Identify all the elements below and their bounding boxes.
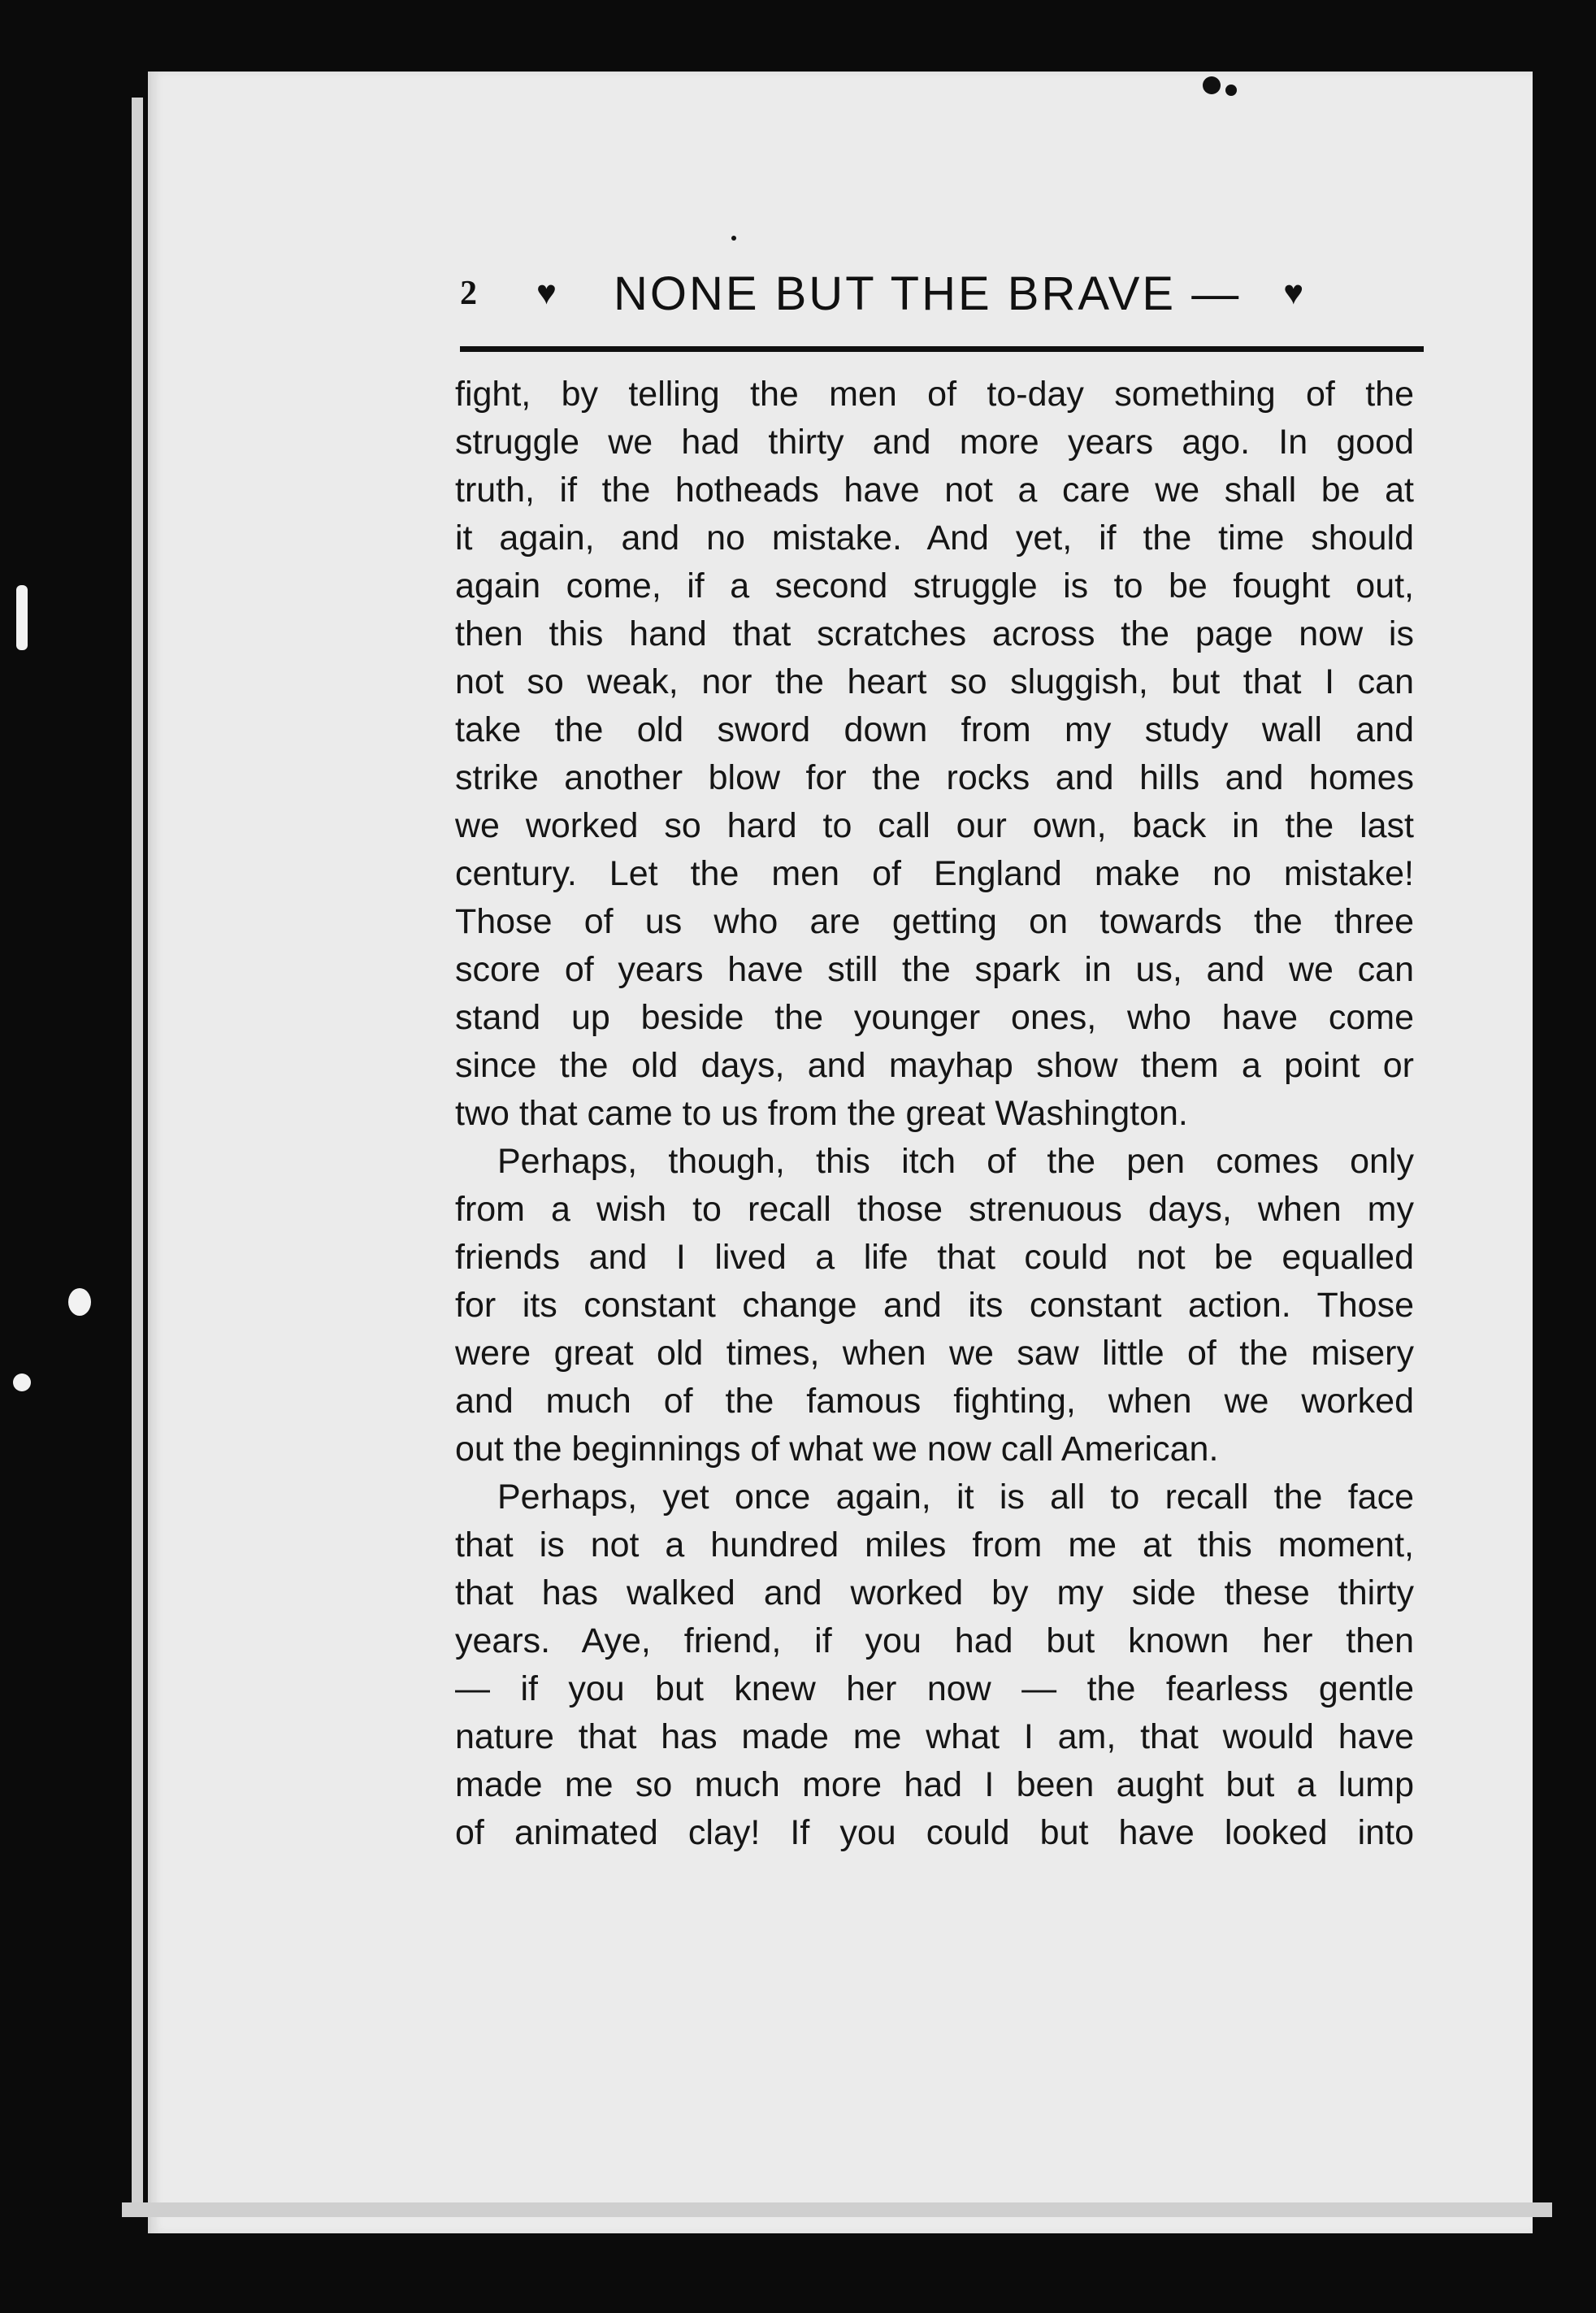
text-line: Perhaps, yet once again, it is all to recall the face	[497, 1478, 1414, 1517]
text-line: two that came to us from the great Washington.	[455, 1094, 1188, 1133]
scan-speck	[68, 1288, 91, 1316]
text-line: from a wish to recall those strenuous days, when my	[455, 1190, 1414, 1229]
page-body	[455, 371, 1414, 1857]
scan-speck	[16, 585, 28, 650]
text-line: struggle we had thirty and more years ago. In good	[455, 423, 1414, 462]
text-line: that is not a hundred miles from me at this moment,	[455, 1525, 1414, 1564]
heart-icon: ♥	[1283, 275, 1304, 312]
paragraph	[455, 371, 1414, 1138]
text-line: and much of the famous fighting, when we worked	[455, 1382, 1414, 1421]
running-title: NONE BUT THE BRAVE —	[613, 267, 1242, 320]
text-line: truth, if the hotheads have not a care we shall be at	[455, 471, 1414, 510]
text-line: again come, if a second struggle is to be fought out,	[455, 566, 1414, 605]
book-spine-edge	[132, 98, 143, 2211]
text-line: strike another blow for the rocks and hills and homes	[455, 758, 1414, 797]
page-number: 2	[460, 275, 477, 312]
page-bottom-edge	[122, 2202, 1552, 2217]
text-line: that has walked and worked by my side these thirty	[455, 1573, 1414, 1612]
text-line: not so weak, nor the heart so sluggish, but that I can	[455, 662, 1414, 701]
text-line: out the beginnings of what we now call American.	[455, 1430, 1219, 1469]
text-line: fight, by telling the men of to-day something of the	[455, 375, 1414, 414]
text-line: of animated clay! If you could but have looked into	[455, 1813, 1414, 1852]
text-line: century. Let the men of England make no mistake!	[455, 854, 1414, 893]
text-line: we worked so hard to call our own, back in the last	[455, 806, 1414, 845]
text-line: made me so much more had I been aught but a lump	[455, 1765, 1414, 1804]
header-rule	[460, 346, 1424, 352]
scan-speck	[13, 1373, 31, 1391]
text-line: it again, and no mistake. And yet, if the time should	[455, 519, 1414, 558]
paragraph	[455, 1138, 1414, 1473]
text-line: then this hand that scratches across the page now is	[455, 614, 1414, 653]
text-line: since the old days, and mayhap show them a point or	[455, 1046, 1414, 1085]
heart-icon: ♥	[536, 275, 557, 312]
text-line: were great old times, when we saw little of the misery	[455, 1334, 1414, 1373]
text-line: Perhaps, though, this itch of the pen comes only	[497, 1142, 1414, 1181]
scan-speck	[1203, 76, 1221, 94]
paragraph	[455, 1473, 1414, 1857]
text-line: for its constant change and its constant action. Those	[455, 1286, 1414, 1325]
text-line: stand up beside the younger ones, who have come	[455, 998, 1414, 1037]
scan-speck	[1225, 85, 1237, 96]
text-line: years. Aye, friend, if you had but known her then	[455, 1621, 1414, 1660]
text-line: Those of us who are getting on towards the three	[455, 902, 1414, 941]
text-line: score of years have still the spark in us, and we can	[455, 950, 1414, 989]
running-header	[460, 264, 1424, 323]
text-line: take the old sword down from my study wall and	[455, 710, 1414, 749]
text-line: — if you but knew her now — the fearless gentle	[455, 1669, 1414, 1708]
text-line: nature that has made me what I am, that would have	[455, 1717, 1414, 1756]
scan-speck	[731, 236, 736, 241]
text-line: friends and I lived a life that could not be equalled	[455, 1238, 1414, 1277]
